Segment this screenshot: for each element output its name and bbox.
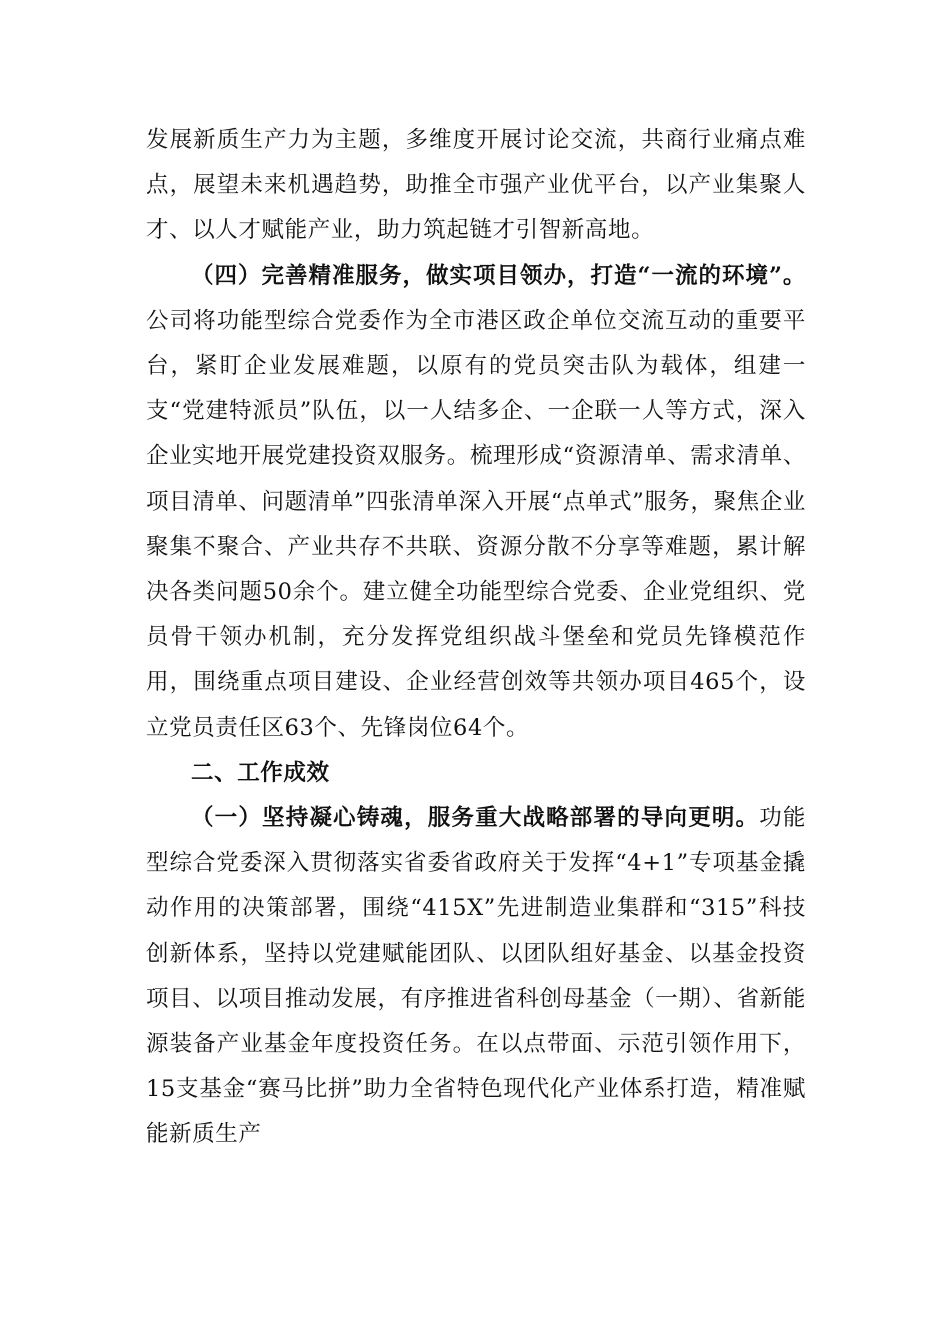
paragraph-item-four (146, 254, 806, 751)
section-heading: 二、工作成效 (191, 759, 330, 786)
paragraph-lead: （四）完善精准服务，做实项目领办，打造“一流的环境”。 (191, 262, 806, 289)
paragraph-text: 发展新质生产力为主题，多维度开展讨论交流，共商行业痛点难点，展望未来机遇趋势，助推全市强产业优平台，以产业集聚人才、以人才赋能产业，助力筑起链才引智新高地。 (146, 127, 806, 244)
paragraph-text: 功能型综合党委深入贯彻落实省委省政府关于发挥“4+1”专项基金撬动作用的决策部署，围绕“415X”先进制造业集群和“315”科技创新体系，坚持以党建赋能团队、以团队组好基金、以基金投资项目、以项目推动发展，有序推进省科创母基金（一期）、省新能源装备产业基金年度投资任务。在以点带面、示范引领作用下，15支基金“赛马比拼”助力全省特色现代化产业体系打造，精准赋能新质生产 (146, 805, 806, 1148)
paragraph-lead: （一）坚持凝心铸魂，服务重大战略部署的导向更明。 (191, 805, 760, 832)
paragraph-item-one (146, 796, 806, 1158)
paragraph-continuation (146, 118, 806, 254)
paragraph-text: 公司将功能型综合党委作为全市港区政企单位交流互动的重要平台，紧盯企业发展难题，以原有的党员突击队为载体，组建一支“党建特派员”队伍，以一人结多企、一企联一人等方式，深入企业实地开展党建投资双服务。梳理形成“资源清单、需求清单、项目清单、问题清单”四张清单深入开展“点单式”服务，聚焦企业聚集不聚合、产业共存不共联、资源分散不分享等难题，累计解决各类问题50余个。建立健全功能型综合党委、企业党组织、党员骨干领办机制，充分发挥党组织战斗堡垒和党员先锋模范作用，围绕重点项目建设、企业经营创效等共领办项目465个，设立党员责任区63个、先锋岗位64个。 (146, 307, 807, 741)
document-page (146, 118, 806, 1158)
